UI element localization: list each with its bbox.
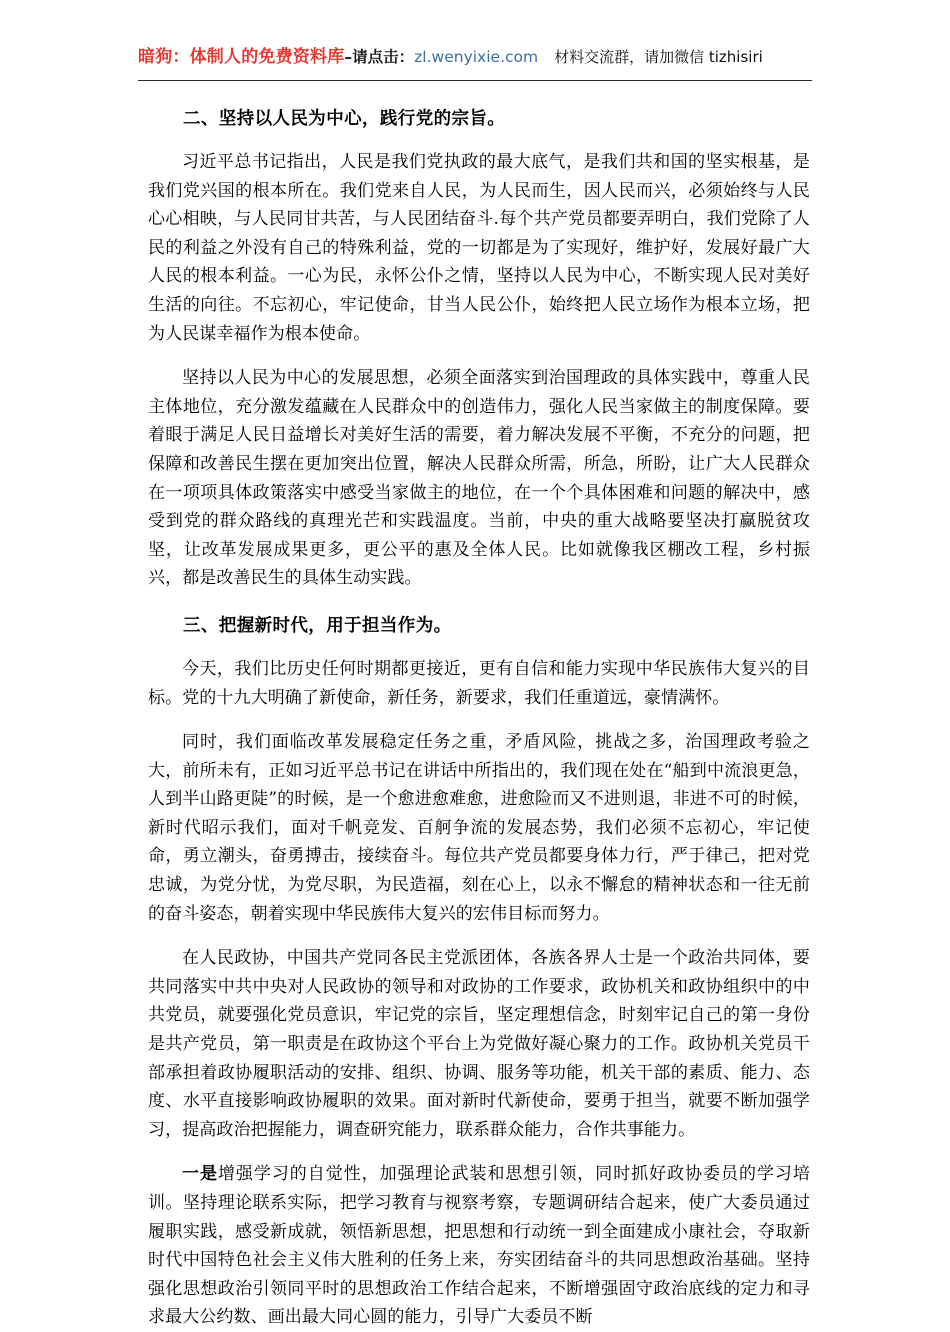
paragraph-3-4 <box>148 1160 810 1332</box>
page-header-banner <box>138 44 812 70</box>
spacer <box>148 712 810 728</box>
spacer <box>148 348 810 364</box>
header-brand-text: 暗狗：体制人的免费资料库 <box>138 47 345 67</box>
spacer <box>148 593 810 611</box>
section-heading-two: 二、坚持以人民为中心，践行党的宗旨。 <box>183 109 506 129</box>
header-site-link[interactable]: zl.wenyixie.com <box>414 48 539 66</box>
header-click-prompt: –请点击： <box>344 48 415 66</box>
paragraph-3-4-text: 增强学习的自觉性，加强理论武装和思想引领，同时抓好政协委员的学习培训。坚持理论联系实际，把学习教育与视察考察，专题调研结合起来，使广大委员通过履职实践，感受新成就，领悟新思想，把思想和行动统一到全面建成小康社会，夺取新时代中国特色社会主义伟大胜利的任务上来，夯实团结奋斗的共同思想政治基础。坚持强化思想政治引领同平时的思想政治工作结合起来，不断增强固守政治底线的定力和寻求最大公约数、画出最大同心圆的能力，引导广大委员不断 <box>148 1164 810 1328</box>
paragraph-3-1: 今天，我们比历史任何时期都更接近，更有自信和能力实现中华民族伟大复兴的目标。党的十九大明确了新使命，新任务，新要求，我们任重道远，豪情满怀。 <box>148 658 810 708</box>
paragraph-lead-marker: 一是 <box>182 1164 218 1185</box>
spacer <box>148 641 810 655</box>
spacer <box>148 134 810 148</box>
paragraph-3-3: 在人民政协，中国共产党同各民主党派团体，各族各界人士是一个政治共同体，要共同落实中共中央对人民政协的领导和对政协的工作要求，政协机关和政协组织中的中共党员，就要强化党员意识，牢记党的宗旨，坚定理想信念，时刻牢记自己的第一身份是共产党员，第一职责是在政协这个平台上为党做好凝心聚力的工作。政协机关党员干部承担着政协履职活动的安排、组织、协调、服务等功能，机关干部的素质、能力、态度、水平直接影响政协履职的效果。面对新时代新使命，要勇于担当，就要不断加强学习，提高政治把握能力，调查研究能力，联系群众能力，合作共事能力。 <box>148 948 810 1140</box>
spacer <box>148 1144 810 1160</box>
header-text-line <box>138 44 812 70</box>
document-body <box>148 104 810 1332</box>
section-heading-three: 三、把握新时代，用于担当作为。 <box>183 615 452 636</box>
paragraph-2-1: 习近平总书记指出，人民是我们党执政的最大底气，是我们共和国的坚实根基，是我们党兴国的根本所在。我们党来自人民，为人民而生，因人民而兴，必须始终与人民心心相映，与人民同甘共苦，与人民团结奋斗.每个共产党员都要弄明白，我们党除了人民的利益之外没有自己的特殊利益，党的一切都是为了实现好，维护好，发展好最广大人民的根本利益。一心为民，永怀公仆之情，坚持以人民为中心，不断实现人民对美好生活的向往。不忘初心，牢记使命，甘当人民公仆，始终把人民立场作为根本立场，把为人民谋幸福作为根本使命。 <box>148 152 810 344</box>
paragraph-3-2: 同时，我们面临改革发展稳定任务之重，矛盾风险，挑战之多，治国理政考验之大，前所未有，正如习近平总书记在讲话中所指出的，我们现在处在“船到中流浪更急，人到半山路更陡”的时候，是一个愈进愈难愈，进愈险而又不进则退，非进不可的时候，新时代昭示我们，面对千帆竞发、百舸争流的发展态势，我们必须不忘初心，牢记使命，勇立潮头，奋勇搏击，接续奋斗。每位共产党员都要身体力行，严于律己，把对党忠诚，为党分忧，为党尽职，为民造福，刻在心上，以永不懈怠的精神状态和一往无前的奋斗姿态，朝着实现中华民族伟大复兴的宏伟目标而努力。 <box>148 732 810 924</box>
paragraph-2-2: 坚持以人民为中心的发展思想，必须全面落实到治国理政的具体实践中，尊重人民主体地位，充分激发蕴藏在人民群众中的创造伟力，强化人民当家做主的制度保障。要着眼于满足人民日益增长对美好生活的需要，着力解决发展不平衡，不充分的问题，把保障和改善民生摆在更加突出位置，解决人民群众所需，所急，所盼，让广大人民群众在一项项具体政策落实中感受当家做主的地位，在一个个具体困难和问题的解决中，感受到党的群众路线的真理光芒和实践温度。当前，中央的重大战略要坚决打赢脱贫攻坚，让改革发展成果更多，更公平的惠及全体人民。比如就像我区棚改工程，乡村振兴，都是改善民生的具体生动实践。 <box>148 368 810 589</box>
spacer <box>148 928 810 944</box>
header-divider-rule <box>138 80 812 81</box>
header-wechat-note: 材料交流群，请加微信 tizhisiri <box>554 48 763 66</box>
